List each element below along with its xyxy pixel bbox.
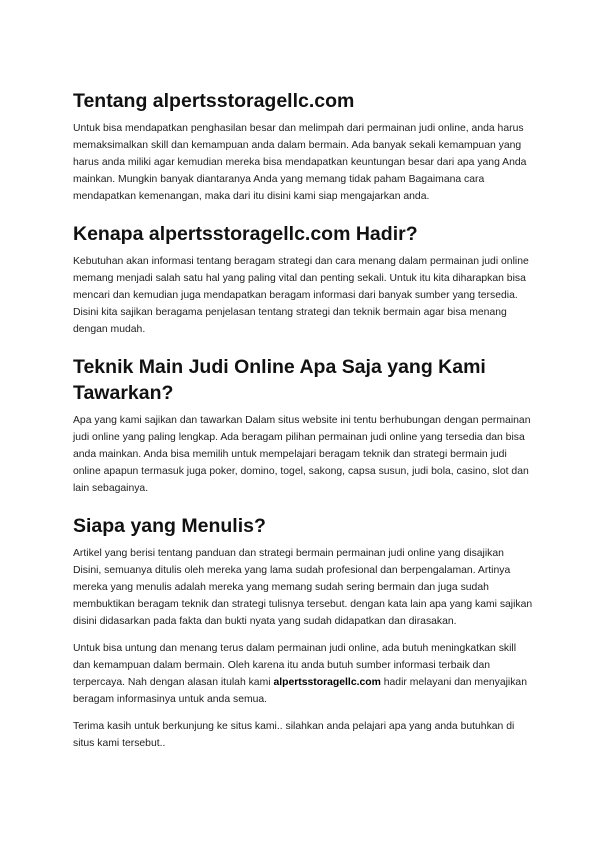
section-heading: Kenapa alpertsstoragellc.com Hadir? bbox=[73, 223, 418, 245]
closing-text-after: hadir melayani dan menyajikan beragam informasinya untuk anda semua. bbox=[73, 677, 527, 705]
section-techniques bbox=[73, 354, 535, 497]
thanks-paragraph: Terima kasih untuk berkunjung ke situs kami.. silahkan anda pelajari apa yang anda butuhkan di situs kami tersebut.. bbox=[73, 721, 515, 749]
section-paragraph: Kebutuhan akan informasi tentang beragam strategi dan cara menang dalam permainan judi online memang menjadi salah satu hal yang paling vital dan penting sekali. Untuk itu kita diharapkan bisa mencari dan kemudian juga mendapatkan beragam informasi dari banyak sumber yang tersedia. Disini kita sajikan beragama penjelasan tentang strategi dan teknik bermain agar bisa menang dengan mudah. bbox=[73, 256, 529, 335]
closing-paragraph bbox=[73, 640, 535, 708]
section-paragraph: Untuk bisa mendapatkan penghasilan besar dan melimpah dari permainan judi online, anda harus memaksimalkan skill dan kemampuan anda dalam bermain. Ada banyak sekali kemampuan yang harus anda miliki agar kemudian mereka bisa mendapatkan keuntungan besar dari apa yang Anda mainkan. Mungkin banyak diantaranya Anda yang memang tidak paham Bagaimana cara mendapatkan kemenangan, maka dari itu disini kami siap mengajarkan anda. bbox=[73, 123, 527, 202]
section-about bbox=[73, 88, 535, 205]
closing-text-before: Untuk bisa untung dan menang terus dalam permainan judi online, ada butuh meningkatkan skill dan kemampuan dalam bermain. Oleh karena itu anda butuh sumber informasi terbaik dan terpercaya. Nah dengan alasan itulah kami bbox=[73, 643, 517, 688]
section-heading: Teknik Main Judi Online Apa Saja yang Kami Tawarkan? bbox=[73, 356, 486, 404]
document-page bbox=[73, 88, 535, 768]
section-heading: Siapa yang Menulis? bbox=[73, 515, 266, 537]
section-paragraph: Apa yang kami sajikan dan tawarkan Dalam situs website ini tentu berhubungan dengan permainan judi online yang paling lengkap. Ada beragam pilihan permainan judi online yang tersedia dan bisa anda mainkan. Anda bisa memilih untuk mempelajari beragam teknik dan strategi bermain judi online apapun termasuk juga poker, domino, togel, sakong, capsa susun, judi bola, casino, slot dan lain sebagainya. bbox=[73, 415, 531, 494]
section-paragraph: Artikel yang berisi tentang panduan dan strategi bermain permainan judi online yang disajikan Disini, semuanya ditulis oleh mereka yang lama sudah profesional dan berpengalaman. Artinya mereka yang menulis adalah mereka yang memang sudah sering bermain dan juga sudah membuktikan beragam teknik dan strategi tulisnya tersebut. dengan kata lain apa yang kami sajikan disini didasarkan pada fakta dan bukti nyata yang sudah didapatkan dan dirasakan. bbox=[73, 548, 533, 627]
section-authors bbox=[73, 513, 535, 752]
section-why bbox=[73, 221, 535, 338]
brand-name: alpertsstoragellc.com bbox=[273, 677, 381, 688]
section-heading: Tentang alpertsstoragellc.com bbox=[73, 90, 355, 112]
